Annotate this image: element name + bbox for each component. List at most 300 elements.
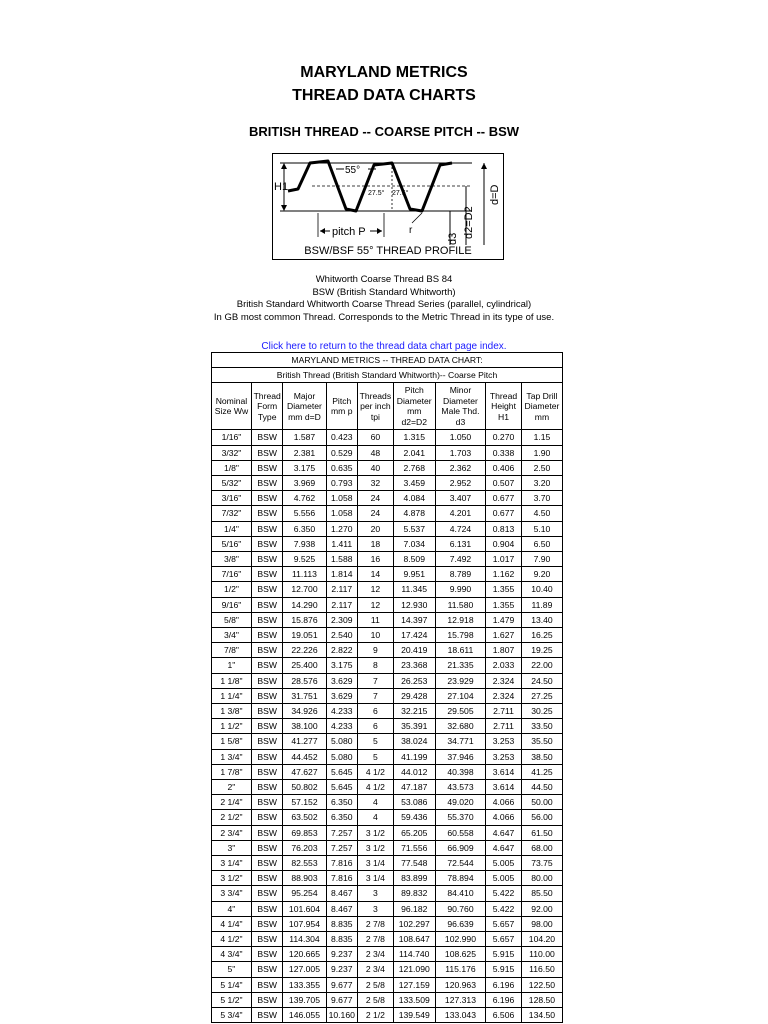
table-subcaption: British Thread (British Standard Whitworth)-- Coarse Pitch xyxy=(212,368,563,383)
table-cell: 6.196 xyxy=(486,992,522,1007)
table-row xyxy=(212,916,563,931)
table-cell: 4 1/2" xyxy=(212,932,252,947)
table-cell: BSW xyxy=(251,886,283,901)
table-cell: 2 7/8 xyxy=(358,932,394,947)
table-cell: 6.131 xyxy=(435,536,485,551)
table-cell: 127.313 xyxy=(435,992,485,1007)
table-cell: 5.657 xyxy=(486,916,522,931)
column-header: Nominal Size Ww xyxy=(212,383,252,430)
table-cell: 33.50 xyxy=(521,719,562,734)
table-cell: BSW xyxy=(251,612,283,627)
table-cell: 108.647 xyxy=(393,932,435,947)
table-row xyxy=(212,1008,563,1023)
table-cell: 7.938 xyxy=(283,536,326,551)
table-cell: BSW xyxy=(251,445,283,460)
table-cell: 3" xyxy=(212,840,252,855)
return-to-index-link[interactable]: Click here to return to the thread data chart page index. xyxy=(261,341,507,352)
table-cell: 2.117 xyxy=(326,582,358,597)
table-cell: 8.509 xyxy=(393,552,435,567)
table-cell: 5/16" xyxy=(212,536,252,551)
description-line-1: Whitworth Coarse Thread BS 84 xyxy=(315,274,453,285)
table-cell: 2 5/8 xyxy=(358,977,394,992)
table-cell: 5/8" xyxy=(212,612,252,627)
figure-caption: BSW/BSF 55° THREAD PROFILE xyxy=(304,245,472,257)
table-cell: BSW xyxy=(251,749,283,764)
table-cell: 2.952 xyxy=(435,475,485,490)
table-row xyxy=(212,506,563,521)
table-cell: 2.381 xyxy=(283,445,326,460)
description-line-3: British Standard Whitworth Coarse Thread Series (parallel, cylindrical) xyxy=(236,299,532,310)
table-cell: 107.954 xyxy=(283,916,326,931)
table-cell: 10.160 xyxy=(326,1008,358,1023)
table-cell: 4 xyxy=(358,795,394,810)
table-cell: 1.479 xyxy=(486,612,522,627)
table-cell: 0.423 xyxy=(326,430,358,445)
table-cell: 7/8" xyxy=(212,643,252,658)
table-cell: 12.918 xyxy=(435,612,485,627)
table-cell: 2.362 xyxy=(435,460,485,475)
table-cell: 5.422 xyxy=(486,901,522,916)
table-cell: 3.20 xyxy=(521,475,562,490)
table-cell: 1.355 xyxy=(486,582,522,597)
table-cell: 2.711 xyxy=(486,704,522,719)
table-cell: 6.350 xyxy=(326,810,358,825)
table-cell: 90.760 xyxy=(435,901,485,916)
table-cell: 9 xyxy=(358,643,394,658)
table-cell: 120.963 xyxy=(435,977,485,992)
table-cell: 3 1/4 xyxy=(358,856,394,871)
table-cell: 3 3/4" xyxy=(212,886,252,901)
table-cell: 5.645 xyxy=(326,780,358,795)
table-cell: 3.614 xyxy=(486,780,522,795)
table-cell: 43.573 xyxy=(435,780,485,795)
table-row xyxy=(212,932,563,947)
table-cell: 37.946 xyxy=(435,749,485,764)
table-cell: 11.345 xyxy=(393,582,435,597)
table-cell: 110.00 xyxy=(521,947,562,962)
table-cell: 6 xyxy=(358,704,394,719)
column-header: Major Diameter mm d=D xyxy=(283,383,326,430)
table-cell: 0.904 xyxy=(486,536,522,551)
table-cell: 5.556 xyxy=(283,506,326,521)
table-cell: 14.290 xyxy=(283,597,326,612)
table-cell: 2 3/4" xyxy=(212,825,252,840)
table-cell: 2.041 xyxy=(393,445,435,460)
table-row xyxy=(212,734,563,749)
table-cell: 24 xyxy=(358,506,394,521)
table-cell: 0.529 xyxy=(326,445,358,460)
table-cell: BSW xyxy=(251,810,283,825)
table-cell: 134.50 xyxy=(521,1008,562,1023)
table-cell: 6.350 xyxy=(283,521,326,536)
table-cell: 9.677 xyxy=(326,977,358,992)
table-cell: 9/16" xyxy=(212,597,252,612)
table-row xyxy=(212,810,563,825)
d3-label: d3 xyxy=(447,232,459,245)
table-cell: 1.90 xyxy=(521,445,562,460)
angle-label: 55° xyxy=(345,165,361,176)
table-cell: 1/16" xyxy=(212,430,252,445)
table-cell: 3.629 xyxy=(326,688,358,703)
table-cell: 56.00 xyxy=(521,810,562,825)
table-cell: 76.203 xyxy=(283,840,326,855)
table-cell: 122.50 xyxy=(521,977,562,992)
table-cell: 6.350 xyxy=(326,795,358,810)
table-cell: 13.40 xyxy=(521,612,562,627)
table-cell: 50.802 xyxy=(283,780,326,795)
table-cell: 31.751 xyxy=(283,688,326,703)
table-cell: 120.665 xyxy=(283,947,326,962)
table-cell: 2 7/8 xyxy=(358,916,394,931)
table-cell: 88.903 xyxy=(283,871,326,886)
table-cell: 1 1/2" xyxy=(212,719,252,734)
table-row xyxy=(212,977,563,992)
table-cell: BSW xyxy=(251,643,283,658)
table-row xyxy=(212,947,563,962)
table-cell: 0.677 xyxy=(486,506,522,521)
table-cell: 4 1/4" xyxy=(212,916,252,931)
table-cell: 3.70 xyxy=(521,491,562,506)
table-cell: 1.355 xyxy=(486,597,522,612)
table-cell: 23.929 xyxy=(435,673,485,688)
table-row xyxy=(212,536,563,551)
table-cell: BSW xyxy=(251,825,283,840)
table-cell: BSW xyxy=(251,962,283,977)
table-cell: 65.205 xyxy=(393,825,435,840)
table-cell: BSW xyxy=(251,734,283,749)
table-cell: 2 1/4" xyxy=(212,795,252,810)
table-cell: 5.915 xyxy=(486,962,522,977)
table-cell: 8 xyxy=(358,658,394,673)
table-cell: 1.058 xyxy=(326,491,358,506)
table-cell: 101.604 xyxy=(283,901,326,916)
table-cell: 29.428 xyxy=(393,688,435,703)
table-cell: 50.00 xyxy=(521,795,562,810)
page-title-line-2: THREAD DATA CHARTS xyxy=(292,87,476,104)
table-cell: 5.915 xyxy=(486,947,522,962)
table-row xyxy=(212,658,563,673)
table-cell: BSW xyxy=(251,567,283,582)
table-cell: 133.043 xyxy=(435,1008,485,1023)
d2-label: d2=D2 xyxy=(463,206,475,239)
table-cell: 5.080 xyxy=(326,734,358,749)
table-cell: 2.822 xyxy=(326,643,358,658)
table-cell: BSW xyxy=(251,856,283,871)
table-cell: 16 xyxy=(358,552,394,567)
table-cell: 0.507 xyxy=(486,475,522,490)
table-cell: 15.798 xyxy=(435,628,485,643)
table-cell: 6.196 xyxy=(486,977,522,992)
column-header: Thread Form Type xyxy=(251,383,283,430)
table-cell: 2 1/2 xyxy=(358,1008,394,1023)
table-cell: 16.25 xyxy=(521,628,562,643)
table-cell: 7.257 xyxy=(326,825,358,840)
table-cell: 32 xyxy=(358,475,394,490)
table-cell: 115.176 xyxy=(435,962,485,977)
table-cell: 1.807 xyxy=(486,643,522,658)
table-cell: 1.270 xyxy=(326,521,358,536)
table-cell: 7/16" xyxy=(212,567,252,582)
table-cell: 11.580 xyxy=(435,597,485,612)
table-cell: 146.055 xyxy=(283,1008,326,1023)
table-row xyxy=(212,673,563,688)
table-cell: 7.492 xyxy=(435,552,485,567)
table-cell: 44.012 xyxy=(393,764,435,779)
table-cell: 1 3/4" xyxy=(212,749,252,764)
table-cell: 127.159 xyxy=(393,977,435,992)
table-cell: 5.005 xyxy=(486,871,522,886)
table-cell: 68.00 xyxy=(521,840,562,855)
table-cell: 15.876 xyxy=(283,612,326,627)
table-cell: 38.100 xyxy=(283,719,326,734)
table-cell: 4.084 xyxy=(393,491,435,506)
table-cell: 82.553 xyxy=(283,856,326,871)
table-cell: 3/4" xyxy=(212,628,252,643)
table-cell: BSW xyxy=(251,780,283,795)
table-cell: 2 1/2" xyxy=(212,810,252,825)
table-cell: BSW xyxy=(251,628,283,643)
table-cell: 1.058 xyxy=(326,506,358,521)
table-cell: 41.199 xyxy=(393,749,435,764)
table-cell: 2.117 xyxy=(326,597,358,612)
table-cell: 4.201 xyxy=(435,506,485,521)
table-cell: 12 xyxy=(358,582,394,597)
table-cell: 3/16" xyxy=(212,491,252,506)
table-cell: 7.034 xyxy=(393,536,435,551)
table-row xyxy=(212,552,563,567)
table-row xyxy=(212,962,563,977)
table-cell: 71.556 xyxy=(393,840,435,855)
table-cell: 3.253 xyxy=(486,749,522,764)
table-cell: 40.398 xyxy=(435,764,485,779)
table-cell: 27.25 xyxy=(521,688,562,703)
thread-profile-diagram xyxy=(272,153,504,260)
table-cell: 34.771 xyxy=(435,734,485,749)
table-cell: 12.930 xyxy=(393,597,435,612)
table-row xyxy=(212,764,563,779)
table-cell: 3.175 xyxy=(326,658,358,673)
table-cell: 80.00 xyxy=(521,871,562,886)
table-cell: BSW xyxy=(251,719,283,734)
table-cell: 4.647 xyxy=(486,825,522,840)
table-cell: 1.703 xyxy=(435,445,485,460)
table-row xyxy=(212,901,563,916)
table-cell: BSW xyxy=(251,597,283,612)
table-cell: 30.25 xyxy=(521,704,562,719)
table-cell: 3.407 xyxy=(435,491,485,506)
table-cell: 4.647 xyxy=(486,840,522,855)
section-subtitle: BRITISH THREAD -- COARSE PITCH -- BSW xyxy=(248,124,520,139)
table-cell: 40 xyxy=(358,460,394,475)
table-cell: 26.253 xyxy=(393,673,435,688)
table-cell: 61.50 xyxy=(521,825,562,840)
table-cell: 19.25 xyxy=(521,643,562,658)
table-row xyxy=(212,780,563,795)
table-cell: 5/32" xyxy=(212,475,252,490)
table-cell: 5.537 xyxy=(393,521,435,536)
table-row xyxy=(212,430,563,445)
table-cell: 3.969 xyxy=(283,475,326,490)
table-cell: 3/32" xyxy=(212,445,252,460)
table-cell: 0.677 xyxy=(486,491,522,506)
table-cell: BSW xyxy=(251,460,283,475)
column-header: Tap Drill Diameter mm xyxy=(521,383,562,430)
table-cell: 85.50 xyxy=(521,886,562,901)
table-cell: 3.459 xyxy=(393,475,435,490)
table-cell: 66.909 xyxy=(435,840,485,855)
table-cell: BSW xyxy=(251,430,283,445)
table-cell: 3 1/2" xyxy=(212,871,252,886)
table-cell: 10 xyxy=(358,628,394,643)
table-cell: 8.467 xyxy=(326,901,358,916)
table-cell: 24 xyxy=(358,491,394,506)
table-cell: BSW xyxy=(251,673,283,688)
table-cell: 6.506 xyxy=(486,1008,522,1023)
column-header: Minor Diameter Male Thd. d3 xyxy=(435,383,485,430)
table-cell: 0.793 xyxy=(326,475,358,490)
table-cell: 3 1/2 xyxy=(358,825,394,840)
table-cell: 1.162 xyxy=(486,567,522,582)
table-cell: 5" xyxy=(212,962,252,977)
table-cell: 3.253 xyxy=(486,734,522,749)
table-cell: 2 5/8 xyxy=(358,992,394,1007)
table-cell: 20 xyxy=(358,521,394,536)
table-cell: 5 1/2" xyxy=(212,992,252,1007)
table-cell: 5.422 xyxy=(486,886,522,901)
table-cell: 22.226 xyxy=(283,643,326,658)
table-cell: 57.152 xyxy=(283,795,326,810)
table-cell: 7.816 xyxy=(326,856,358,871)
table-cell: 1.050 xyxy=(435,430,485,445)
description-line-2: BSW (British Standard Whitworth) xyxy=(312,286,456,298)
table-cell: 5.645 xyxy=(326,764,358,779)
table-cell: 4.724 xyxy=(435,521,485,536)
table-cell: 48 xyxy=(358,445,394,460)
table-cell: 8.467 xyxy=(326,886,358,901)
table-cell: 4 xyxy=(358,810,394,825)
table-cell: BSW xyxy=(251,901,283,916)
table-cell: BSW xyxy=(251,795,283,810)
table-cell: 7.816 xyxy=(326,871,358,886)
table-cell: 49.020 xyxy=(435,795,485,810)
table-cell: 2.309 xyxy=(326,612,358,627)
page-title-line-1: MARYLAND METRICS xyxy=(300,64,468,81)
table-cell: 14.397 xyxy=(393,612,435,627)
table-cell: 1.627 xyxy=(486,628,522,643)
table-cell: 116.50 xyxy=(521,962,562,977)
table-cell: 3 1/2 xyxy=(358,840,394,855)
table-cell: 104.20 xyxy=(521,932,562,947)
table-row xyxy=(212,612,563,627)
radius-label: r xyxy=(409,225,413,236)
table-row xyxy=(212,688,563,703)
table-cell: 4.50 xyxy=(521,506,562,521)
table-cell: 17.424 xyxy=(393,628,435,643)
pitch-label: pitch P xyxy=(332,226,366,238)
table-cell: BSW xyxy=(251,506,283,521)
table-cell: 1.588 xyxy=(326,552,358,567)
table-cell: 24.50 xyxy=(521,673,562,688)
table-cell: 7.257 xyxy=(326,840,358,855)
table-cell: 77.548 xyxy=(393,856,435,871)
table-cell: 5.005 xyxy=(486,856,522,871)
table-cell: 1 1/8" xyxy=(212,673,252,688)
table-cell: 23.368 xyxy=(393,658,435,673)
table-cell: 133.509 xyxy=(393,992,435,1007)
table-cell: 4.233 xyxy=(326,719,358,734)
table-cell: 5.657 xyxy=(486,932,522,947)
table-cell: BSW xyxy=(251,1008,283,1023)
table-cell: 9.20 xyxy=(521,567,562,582)
table-cell: 1.814 xyxy=(326,567,358,582)
table-cell: BSW xyxy=(251,688,283,703)
table-cell: 8.835 xyxy=(326,916,358,931)
table-cell: 2.50 xyxy=(521,460,562,475)
table-row xyxy=(212,597,563,612)
table-cell: BSW xyxy=(251,552,283,567)
table-cell: 0.406 xyxy=(486,460,522,475)
table-cell: 21.335 xyxy=(435,658,485,673)
table-cell: 1 7/8" xyxy=(212,764,252,779)
table-row xyxy=(212,704,563,719)
table-cell: 4.878 xyxy=(393,506,435,521)
table-cell: BSW xyxy=(251,491,283,506)
table-cell: 12 xyxy=(358,597,394,612)
table-cell: 102.990 xyxy=(435,932,485,947)
table-cell: 2.768 xyxy=(393,460,435,475)
table-cell: 22.00 xyxy=(521,658,562,673)
table-cell: 53.086 xyxy=(393,795,435,810)
table-cell: 139.705 xyxy=(283,992,326,1007)
table-cell: 10.40 xyxy=(521,582,562,597)
column-header: Thread Height H1 xyxy=(486,383,522,430)
table-cell: 14 xyxy=(358,567,394,582)
table-cell: 63.502 xyxy=(283,810,326,825)
table-cell: 3 xyxy=(358,886,394,901)
half-angle-left-label: 27.5° xyxy=(368,190,385,197)
table-cell: 3 1/4 xyxy=(358,871,394,886)
table-row xyxy=(212,521,563,536)
table-cell: 1.587 xyxy=(283,430,326,445)
table-cell: 59.436 xyxy=(393,810,435,825)
table-cell: 9.951 xyxy=(393,567,435,582)
table-cell: 2.540 xyxy=(326,628,358,643)
table-cell: 7/32" xyxy=(212,506,252,521)
table-cell: 98.00 xyxy=(521,916,562,931)
table-cell: BSW xyxy=(251,536,283,551)
table-cell: 7 xyxy=(358,688,394,703)
table-cell: 95.254 xyxy=(283,886,326,901)
table-cell: BSW xyxy=(251,932,283,947)
thread-description xyxy=(0,274,768,324)
table-cell: 1 3/8" xyxy=(212,704,252,719)
table-cell: 2.324 xyxy=(486,688,522,703)
table-cell: 11 xyxy=(358,612,394,627)
table-cell: 38.024 xyxy=(393,734,435,749)
column-header: Threads per inch tpi xyxy=(358,383,394,430)
table-cell: 28.576 xyxy=(283,673,326,688)
table-cell: 0.270 xyxy=(486,430,522,445)
table-cell: 3 1/4" xyxy=(212,856,252,871)
table-cell: 47.187 xyxy=(393,780,435,795)
table-cell: 96.639 xyxy=(435,916,485,931)
table-row xyxy=(212,856,563,871)
table-cell: 1/8" xyxy=(212,460,252,475)
table-cell: 4 1/2 xyxy=(358,764,394,779)
table-cell: 2 3/4 xyxy=(358,962,394,977)
table-cell: 0.338 xyxy=(486,445,522,460)
table-cell: BSW xyxy=(251,475,283,490)
